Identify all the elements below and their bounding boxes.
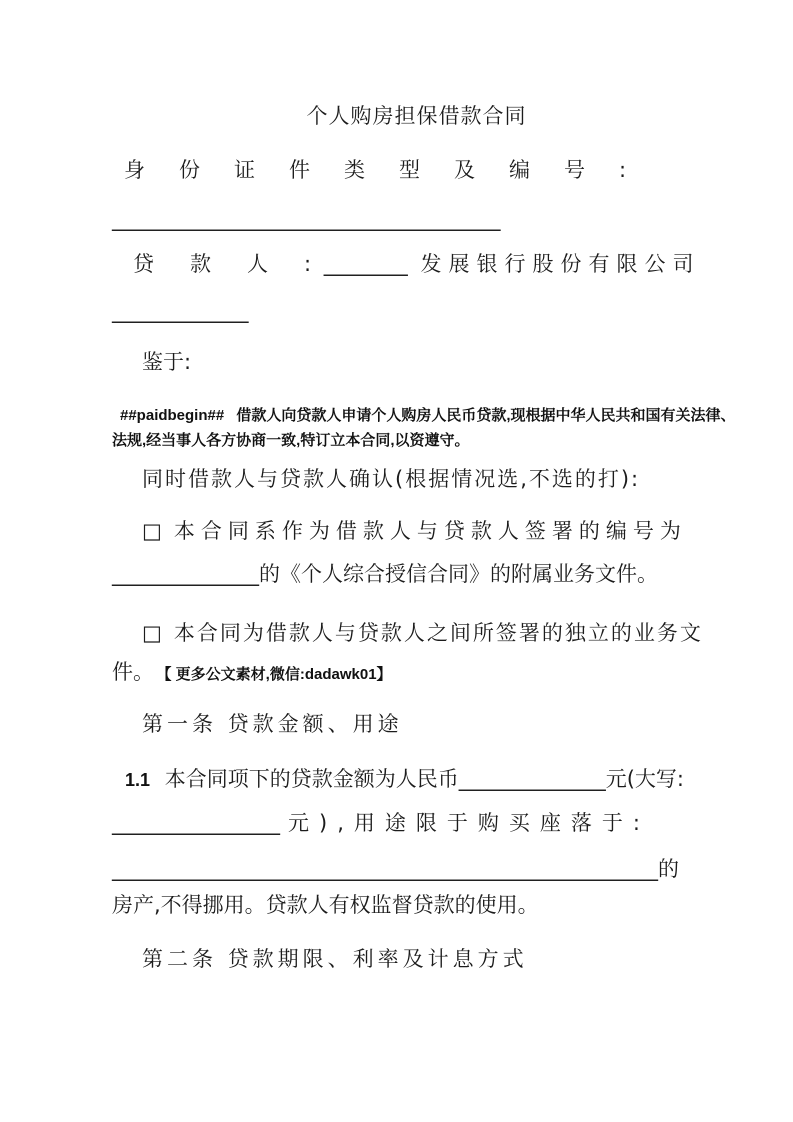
id-type-line [124, 157, 660, 183]
clause-1-1-text-5: 房产,不得挪用。贷款人有权监督贷款的使用。 [112, 893, 539, 917]
article-2-heading-text: 第二条 贷款期限、利率及计息方式 [142, 947, 528, 971]
clause-1-1-text-2: 元(大写: [605, 767, 684, 791]
lender-blank-field-2: _____________ [112, 299, 249, 323]
doc-title-text: 个人购房担保借款合同 [306, 104, 527, 128]
paid-note-line-2 [112, 428, 470, 454]
whereas-label: 鉴于: [142, 350, 192, 374]
confirm-intro-line [142, 466, 640, 492]
lender-blank-field: ________ [323, 252, 408, 276]
clause-1-1-text-1: 本合同项下的贷款金额为人民币 [164, 767, 459, 791]
clause-1-1-text-3: 元),用途限于购买座落于: [288, 811, 650, 835]
id-blank-field: _____________________________________ [112, 207, 501, 231]
checkbox-icon: □ [142, 519, 162, 543]
option-1-line-1 [142, 518, 687, 544]
amount-words-blank-field: ________________ [112, 811, 280, 835]
article-1-heading-text: 第一条 贷款金额、用途 [142, 712, 403, 736]
clause-1-1-line-4 [112, 892, 539, 918]
lender-line [133, 251, 700, 277]
checkbox-icon: □ [142, 621, 162, 645]
confirm-intro-text: 同时借款人与贷款人确认(根据情况选,不选的打): [142, 467, 641, 491]
paid-note-text-2: 法规,经当事人各方协商一致,特订立本合同,以资遵守。 [112, 432, 470, 449]
property-address-blank-field: ____________________________________________________ [112, 857, 658, 881]
clause-1-1-line-3 [112, 856, 679, 882]
lender-bank-name: 发展银行股份有限公司 [420, 252, 701, 276]
paid-note-line-1 [120, 403, 736, 429]
lender-label-colon: : [304, 252, 312, 276]
clause-1-1-line-1 [125, 766, 684, 793]
option-2-text-1: 本合同为借款人与贷款人之间所签署的独立的业务文 [173, 621, 703, 645]
amount-blank-field: ______________ [458, 767, 606, 791]
id-type-label: 身份证件类型及编号: [124, 158, 661, 182]
option-1-text-2: 的《个人综合授信合同》的附属业务文件。 [259, 562, 658, 586]
option-2-line-2 [112, 659, 392, 688]
whereas-line [142, 349, 191, 375]
article-1-heading [142, 711, 403, 737]
lender-blank-line [112, 298, 249, 324]
option-1-line-2 [112, 561, 658, 587]
id-blank-line [112, 206, 501, 232]
option-1-text-1: 本合同系作为借款人与贷款人签署的编号为 [173, 519, 687, 543]
paid-note-text-1: 借款人向贷款人申请个人购房人民币贷款,现根据中华人民共和国有关法律、 [236, 407, 736, 424]
option-1-blank-field: ______________ [112, 562, 259, 586]
clause-1-1-line-2 [112, 810, 650, 836]
article-2-heading [142, 946, 528, 972]
doc-title [112, 103, 677, 129]
promo-note: 【 更多公文素材,微信:dadawk01】 [164, 666, 392, 683]
clause-number: 1.1 [125, 770, 151, 790]
option-2-text-2: 件。 [112, 660, 154, 684]
option-2-line-1 [142, 620, 703, 646]
paid-marker: ##paidbegin## [120, 407, 225, 424]
lender-label: 贷款人 [133, 252, 304, 276]
clause-1-1-text-4: 的 [658, 857, 679, 881]
